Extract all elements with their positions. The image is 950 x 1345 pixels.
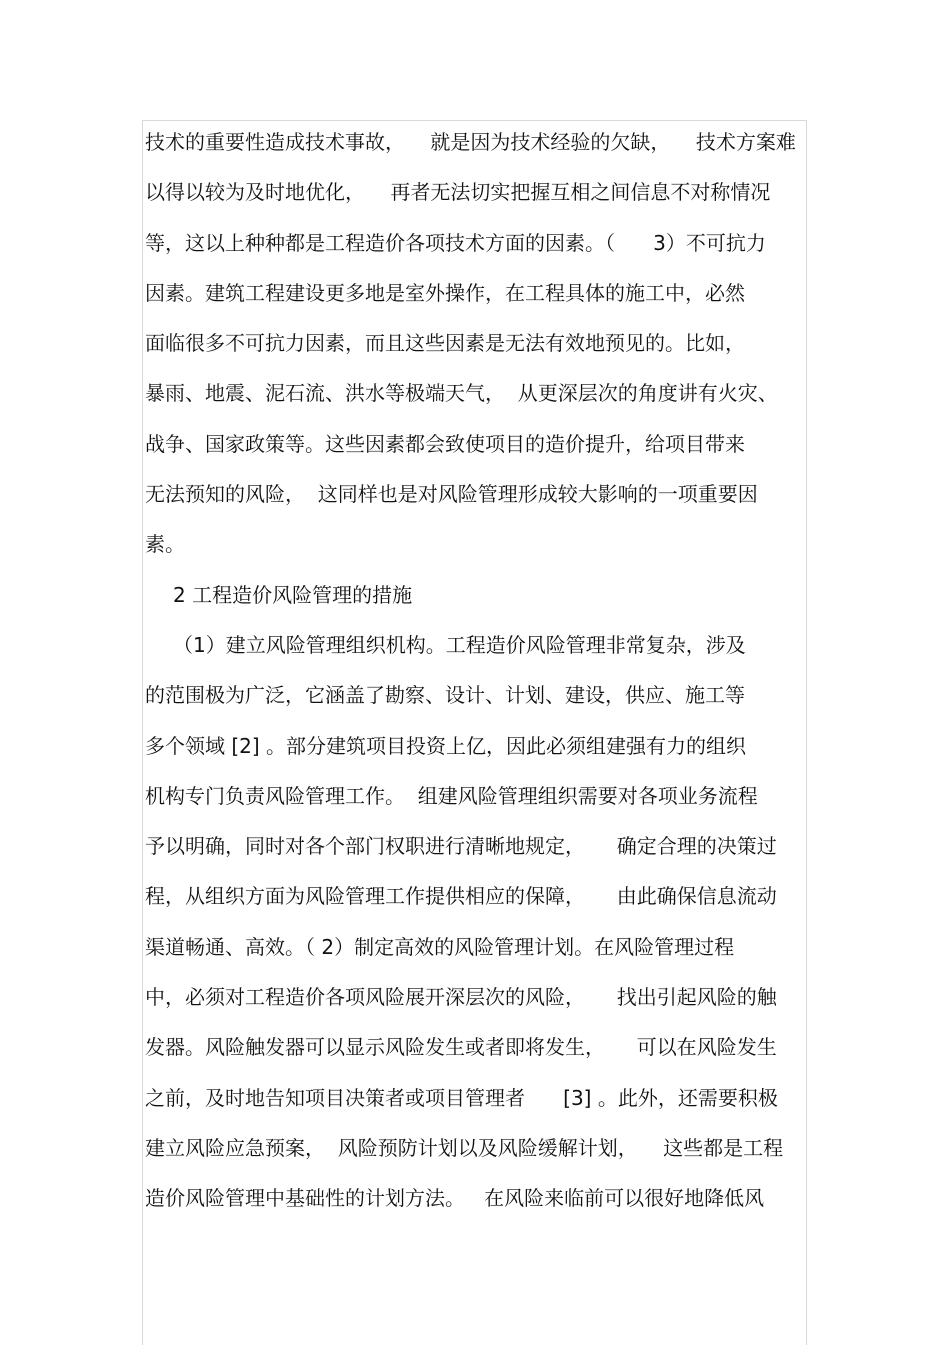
text-line: 暴雨、地震、泥石流、洪水等极端天气， 从更深层次的角度讲有火灾、 (145, 381, 778, 406)
document-body (145, 120, 805, 1227)
text-line: 中，必须对工程造价各项风险展开深层次的风险， 找出引起风险的触 (145, 985, 777, 1010)
text-line: 之前，及时地告知项目决策者或项目管理者 [3] 。此外，还需要积极 (145, 1085, 778, 1110)
text-line: 造价风险管理中基础性的计划方法。 在风险来临前可以很好地降低风 (145, 1186, 765, 1211)
text-line: 技术的重要性造成技术事故， 就是因为技术经验的欠缺， 技术方案难 (145, 130, 796, 154)
text-line: 予以明确，同时对各个部门权职进行清晰地规定， 确定合理的决策过 (145, 834, 777, 859)
text-line: 建立风险应急预案， 风险预防计划以及风险缓解计划， 这些都是工程 (145, 1135, 784, 1160)
text-line: 的范围极为广泛，它涵盖了勘察、设计、计划、建设，供应、施工等 (145, 683, 745, 708)
text-line: 战争、国家政策等。这些因素都会致使项目的造价提升，给项目带来 (145, 431, 745, 456)
text-line: 发器。风险触发器可以显示风险发生或者即将发生， 可以在风险发生 (145, 1035, 777, 1060)
paragraph-start: （1）建立风险管理组织机构。工程造价风险管理非常复杂，涉及 (173, 632, 746, 657)
text-line: 等，这以上种种都是工程造价各项技术方面的因素。（ 3）不可抗力 (145, 230, 766, 255)
text-line: 素。 (145, 532, 185, 557)
text-line: 以得以较为及时地优化， 再者无法切实把握互相之间信息不对称情况 (145, 180, 771, 205)
text-line: 无法预知的风险， 这同样也是对风险管理形成较大影响的一项重要因 (145, 482, 758, 507)
section-heading: 2 工程造价风险管理的措施 (173, 582, 413, 607)
text-line: 多个领域 [2] 。部分建筑项目投资上亿，因此必须组建强有力的组织 (145, 733, 747, 758)
text-line: 程，从组织方面为风险管理工作提供相应的保障， 由此确保信息流动 (145, 884, 777, 909)
text-line: 面临很多不可抗力因素，而且这些因素是无法有效地预见的。比如， (145, 331, 745, 356)
text-line: 因素。建筑工程建设更多地是室外操作，在工程具体的施工中，必然 (145, 280, 745, 305)
text-line: 渠道畅通、高效。（ 2）制定高效的风险管理计划。在风险管理过程 (145, 934, 735, 959)
text-line: 机构专门负责风险管理工作。 组建风险管理组织需要对各项业务流程 (145, 783, 758, 808)
